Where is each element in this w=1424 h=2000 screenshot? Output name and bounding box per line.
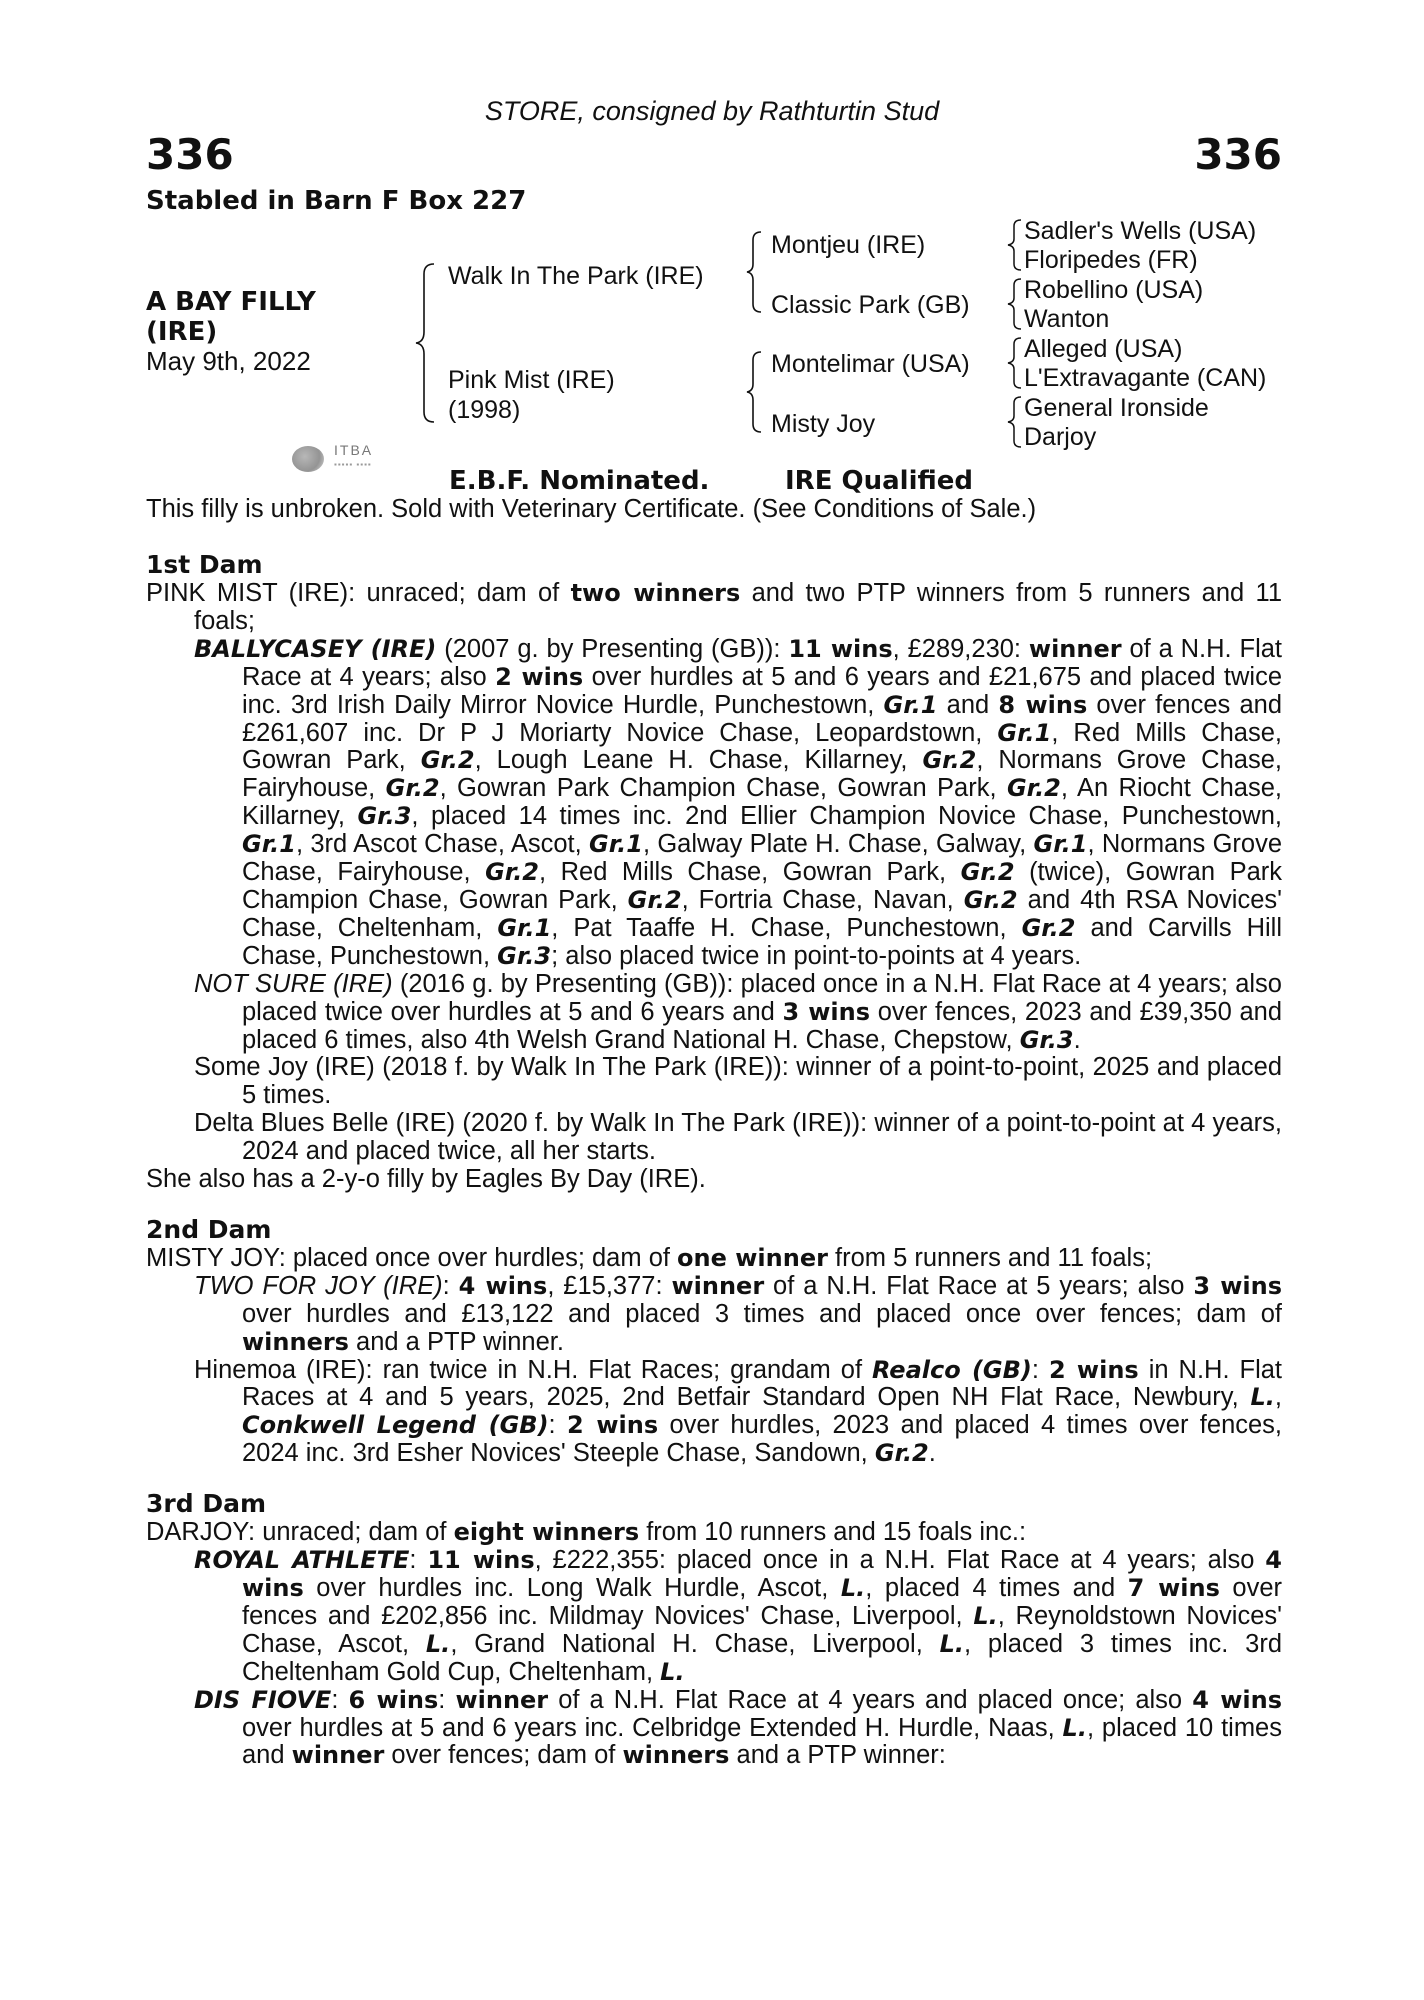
bold-text: winner <box>671 1271 765 1300</box>
italic-text: TWO FOR JOY (IRE) <box>194 1271 443 1300</box>
pedigree-sire-dam: Classic Park (GB) <box>771 291 970 319</box>
text-run: , <box>1274 1383 1282 1412</box>
text-run: , Gowran Park Champion Chase, Gowran Park, <box>439 774 1007 803</box>
text-run: , £289,230: <box>892 634 1029 663</box>
text-run: : <box>438 1685 456 1714</box>
emphasis-text: Realco (GB) <box>872 1355 1032 1384</box>
progeny-entry <box>146 636 1282 971</box>
text-run: over hurdles and £13,122 and placed 3 times and placed once over fences; dam of <box>242 1299 1282 1328</box>
progeny-entry <box>146 1054 1282 1110</box>
bold-text: 8 wins <box>998 690 1088 719</box>
pedigree-ggp: L'Extravagante (CAN) <box>1024 364 1267 392</box>
dam-summary <box>146 580 1282 636</box>
pedigree-brace-dam <box>745 350 767 434</box>
pedigree-ggp: Sadler's Wells (USA) <box>1024 217 1257 245</box>
text-run: of a N.H. Flat Race at 4 years and placed once; also <box>548 1685 1193 1714</box>
text-run: : <box>409 1546 428 1575</box>
text-run: from 5 runners and 11 foals; <box>827 1243 1153 1272</box>
emphasis-text: Gr.1 <box>1033 830 1088 859</box>
text-run: over hurdles inc. Long Walk Hurdle, Ascot, <box>303 1574 841 1602</box>
sale-note: This filly is unbroken. Sold with Veterinary Certificate. (See Conditions of Sale.) <box>146 495 1037 523</box>
horse-country: (IRE) <box>146 317 218 347</box>
emphasis-text: L. <box>840 1574 866 1602</box>
pedigree-sire: Walk In The Park (IRE) <box>448 262 704 290</box>
emphasis-text: Gr.2 <box>922 746 977 775</box>
bold-text: winner <box>455 1685 549 1714</box>
pedigree-brace-main <box>414 262 440 424</box>
family-pedigree-notes <box>146 550 1282 1770</box>
emphasis-text: Gr.1 <box>589 830 643 859</box>
text-run: , £15,377: <box>547 1271 672 1300</box>
pedigree-brace-ggp-2 <box>1006 277 1026 331</box>
text-run: of a N.H. Flat Race at 4 years; also <box>242 634 1282 691</box>
text-run: : <box>331 1685 349 1714</box>
section-heading: 3rd Dam <box>146 1489 266 1519</box>
text-run: and <box>937 690 999 719</box>
emphasis-text: Gr.2 <box>385 774 440 803</box>
text-run: DARJOY: unraced; dam of <box>146 1518 454 1547</box>
itba-logo-text: ITBA <box>334 442 374 458</box>
pedigree-dam: Pink Mist (IRE) <box>448 366 615 394</box>
bold-text: winner <box>1028 634 1122 663</box>
text-run: of a N.H. Flat Race at 5 years; also <box>764 1271 1194 1300</box>
pedigree-dam-year: (1998) <box>448 396 521 424</box>
stabling-location: Stabled in Barn F Box 227 <box>146 186 527 216</box>
text-run: , Normans Grove Chase, Fairyhouse, <box>242 830 1283 887</box>
bold-text: 7 wins <box>1127 1574 1220 1602</box>
text-run: over fences; dam of <box>384 1741 623 1770</box>
emphasis-text: L. <box>973 1601 998 1630</box>
emphasis-text: Gr.2 <box>1021 913 1076 942</box>
bold-text: winners <box>622 1741 730 1770</box>
dam-summary <box>146 1166 1282 1194</box>
text-run: , Fortria Chase, Navan, <box>681 885 964 914</box>
text-run: , Reynoldstown Novices' Chase, Ascot, <box>242 1601 1282 1658</box>
text-run: , placed 3 times inc. 3rd Cheltenham Gold Cup, Cheltenham, <box>242 1629 1282 1686</box>
bold-text: two winners <box>570 579 741 607</box>
emphasis-text: DIS FIOVE <box>194 1685 332 1714</box>
emphasis-text: Gr.3 <box>1019 1025 1074 1054</box>
horse-name <box>146 287 316 347</box>
text-run: (2016 g. by Presenting (GB)): placed once in a N.H. Flat Race at 4 years; also placed twice over hurdles at 5 and 6 years and <box>242 969 1282 1026</box>
emphasis-text: Gr.2 <box>874 1439 929 1468</box>
bold-text: one winner <box>677 1243 828 1272</box>
text-run: , placed 10 times and <box>242 1713 1282 1770</box>
horse-description: A BAY FILLY <box>146 287 316 317</box>
dam-summary <box>146 1245 1282 1273</box>
text-run: , Red Mills Chase, Gowran Park, <box>539 858 961 887</box>
emphasis-text: Conkwell Legend (GB) <box>242 1411 549 1440</box>
text-run: : <box>548 1411 567 1440</box>
bold-text: 6 wins <box>348 1685 439 1714</box>
emphasis-text: ROYAL ATHLETE <box>194 1546 410 1575</box>
text-run: and Carvills Hill Chase, Punchestown, <box>242 913 1282 970</box>
text-run: PINK MIST (IRE): unraced; dam of <box>146 579 571 607</box>
emphasis-text: Gr.1 <box>497 913 552 942</box>
lot-number-left: 336 <box>146 130 234 179</box>
emphasis-text: BALLYCASEY (IRE) <box>194 634 437 663</box>
foaling-date: May 9th, 2022 <box>146 346 311 376</box>
bold-text: 2 wins <box>495 662 584 691</box>
bold-text: 4 wins <box>242 1546 1282 1602</box>
text-run: MISTY JOY: placed once over hurdles; dam of <box>146 1243 678 1272</box>
text-run: over hurdles, 2023 and placed 4 times over fences, 2024 inc. 3rd Esher Novices' Steeple Chase, Sandown, <box>242 1411 1283 1468</box>
pedigree-ggp: Robellino (USA) <box>1024 276 1204 304</box>
pedigree-sire-sire: Montjeu (IRE) <box>771 231 926 259</box>
text-run: , placed 14 times inc. 2nd Ellier Champion Novice Chase, Punchestown, <box>411 802 1282 831</box>
text-run: She also has a 2-y-o filly by Eagles By Day (IRE). <box>146 1165 706 1194</box>
pedigree-ggp: Alleged (USA) <box>1024 335 1183 363</box>
text-run: , Galway Plate H. Chase, Galway, <box>642 830 1034 859</box>
pedigree-ggp: Floripedes (FR) <box>1024 246 1198 274</box>
progeny-entry <box>146 1547 1282 1687</box>
itba-globe-icon <box>292 446 324 472</box>
emphasis-text: Gr.2 <box>1006 774 1061 803</box>
emphasis-text: Gr.2 <box>960 858 1015 887</box>
pedigree-ggp: Darjoy <box>1024 423 1097 451</box>
bold-text: winners <box>242 1327 349 1356</box>
lot-number-right: 336 <box>1194 130 1282 179</box>
bold-text: 4 wins <box>458 1271 548 1300</box>
pedigree-dam-dam: Misty Joy <box>771 410 876 438</box>
pedigree-brace-sire <box>745 230 767 314</box>
text-run: over fences and £202,856 inc. Mildmay Novices' Chase, Liverpool, <box>242 1574 1282 1630</box>
pedigree-ggp: General Ironside <box>1024 394 1209 422</box>
text-run: , Grand National H. Chase, Liverpool, <box>450 1629 940 1658</box>
progeny-entry <box>146 1273 1282 1357</box>
text-run: Delta Blues Belle (IRE) (2020 f. by Walk In The Park (IRE)): winner of a point-to-point at 4 years, 2024 and placed twice, all her starts. <box>194 1109 1282 1166</box>
itba-logo-subtext: ▪▪▪▪▪ ▪▪▪▪ <box>334 460 372 469</box>
emphasis-text: L. <box>1062 1713 1087 1742</box>
bold-text: eight winners <box>453 1518 640 1547</box>
progeny-entry <box>146 1687 1282 1771</box>
emphasis-text: Gr.2 <box>627 885 682 914</box>
pedigree-brace-ggp-3 <box>1006 336 1026 390</box>
text-run: in N.H. Flat Races at 4 and 5 years, 2025, 2nd Betfair Standard Open NH Flat Race, Newbury, <box>242 1355 1283 1412</box>
emphasis-text: Gr.2 <box>963 885 1018 914</box>
text-run: (2007 g. by Presenting (GB)): <box>436 634 789 663</box>
text-run: . <box>1073 1025 1081 1054</box>
section-heading: 1st Dam <box>146 550 263 579</box>
progeny-entry <box>146 1110 1282 1166</box>
bold-text: 11 wins <box>427 1546 535 1575</box>
text-run: ; also placed twice in point-to-points at 4 years. <box>551 941 1082 970</box>
emphasis-text: Gr.1 <box>242 830 296 859</box>
bold-text: 2 wins <box>567 1411 659 1440</box>
text-run: , An Riocht Chase, Killarney, <box>242 774 1283 831</box>
text-run: over hurdles at 5 and 6 years and £21,675 and placed twice inc. 3rd Irish Daily Mirror Novice Hurdle, Punchestown, <box>242 662 1283 719</box>
emphasis-text: Gr.2 <box>485 858 540 887</box>
text-run: (twice), Gowran Park Champion Chase, Gowran Park, <box>242 858 1282 914</box>
progeny-entry <box>146 1357 1282 1469</box>
ire-qualified-badge: IRE Qualified <box>785 466 974 496</box>
dam-summary <box>146 1519 1282 1547</box>
text-run: Some Joy (IRE) (2018 f. by Walk In The Park (IRE)): winner of a point-to-point, 2025 and placed 5 times. <box>194 1053 1282 1110</box>
emphasis-text: Gr.3 <box>357 802 412 831</box>
section-heading: 2nd Dam <box>146 1214 272 1244</box>
pedigree-brace-ggp-1 <box>1006 218 1026 272</box>
text-run: and a PTP winner: <box>729 1741 946 1770</box>
emphasis-text: Gr.1 <box>883 690 938 719</box>
text-run: : <box>1031 1355 1049 1384</box>
consignor-line: STORE, consigned by Rathturtin Stud <box>484 96 940 126</box>
pedigree-ggp: Wanton <box>1024 305 1110 333</box>
text-run: : <box>442 1271 459 1300</box>
text-run: over fences, 2023 and £39,350 and placed 6 times, also 4th Welsh Grand National H. Chase, Chepstow, <box>242 997 1283 1054</box>
emphasis-text: L. <box>425 1629 451 1658</box>
text-run: Hinemoa (IRE): ran twice in N.H. Flat Races; grandam of <box>194 1355 873 1384</box>
bold-text: winner <box>291 1741 385 1770</box>
text-run: and a PTP winner. <box>348 1327 564 1356</box>
italic-text: NOT SURE (IRE) <box>194 969 393 998</box>
bold-text: 3 wins <box>782 997 870 1026</box>
emphasis-text: L. <box>660 1657 685 1686</box>
text-run: , Red Mills Chase, Gowran Park, <box>242 718 1282 775</box>
bold-text: 2 wins <box>1048 1355 1139 1384</box>
text-run: , £222,355: placed once in a N.H. Flat Race at 4 years; also <box>534 1546 1266 1575</box>
text-run: and 4th RSA Novices' Chase, Cheltenham, <box>242 885 1283 942</box>
text-run: , placed 4 times and <box>865 1574 1128 1602</box>
text-run: and two PTP winners from 5 runners and 11 foals; <box>194 579 1282 635</box>
text-run: from 10 runners and 15 foals inc.: <box>639 1518 1027 1547</box>
text-run: , Normans Grove Chase, Fairyhouse, <box>242 746 1282 803</box>
bold-text: 11 wins <box>788 634 893 663</box>
ebf-nominated-badge: E.B.F. Nominated. <box>449 466 710 496</box>
bold-text: 4 wins <box>1192 1685 1282 1714</box>
text-run: over fences and £261,607 inc. Dr P J Moriarty Novice Chase, Leopardstown, <box>242 690 1282 747</box>
emphasis-text: Gr.1 <box>997 718 1052 747</box>
pedigree-dam-sire: Montelimar (USA) <box>771 350 970 378</box>
progeny-entry <box>146 971 1282 1055</box>
emphasis-text: Gr.2 <box>420 746 475 775</box>
emphasis-text: L. <box>1250 1383 1275 1412</box>
pedigree-brace-ggp-4 <box>1006 395 1026 449</box>
emphasis-text: L. <box>939 1629 965 1658</box>
emphasis-text: Gr.3 <box>497 941 552 970</box>
itba-logo <box>290 442 430 478</box>
text-run: over hurdles at 5 and 6 years inc. Celbridge Extended H. Hurdle, Naas, <box>242 1713 1063 1742</box>
text-run: , Lough Leane H. Chase, Killarney, <box>474 746 923 775</box>
text-run: . <box>928 1439 936 1468</box>
bold-text: 3 wins <box>1193 1271 1283 1300</box>
text-run: , Pat Taaffe H. Chase, Punchestown, <box>551 913 1022 942</box>
text-run: , 3rd Ascot Chase, Ascot, <box>295 830 589 859</box>
